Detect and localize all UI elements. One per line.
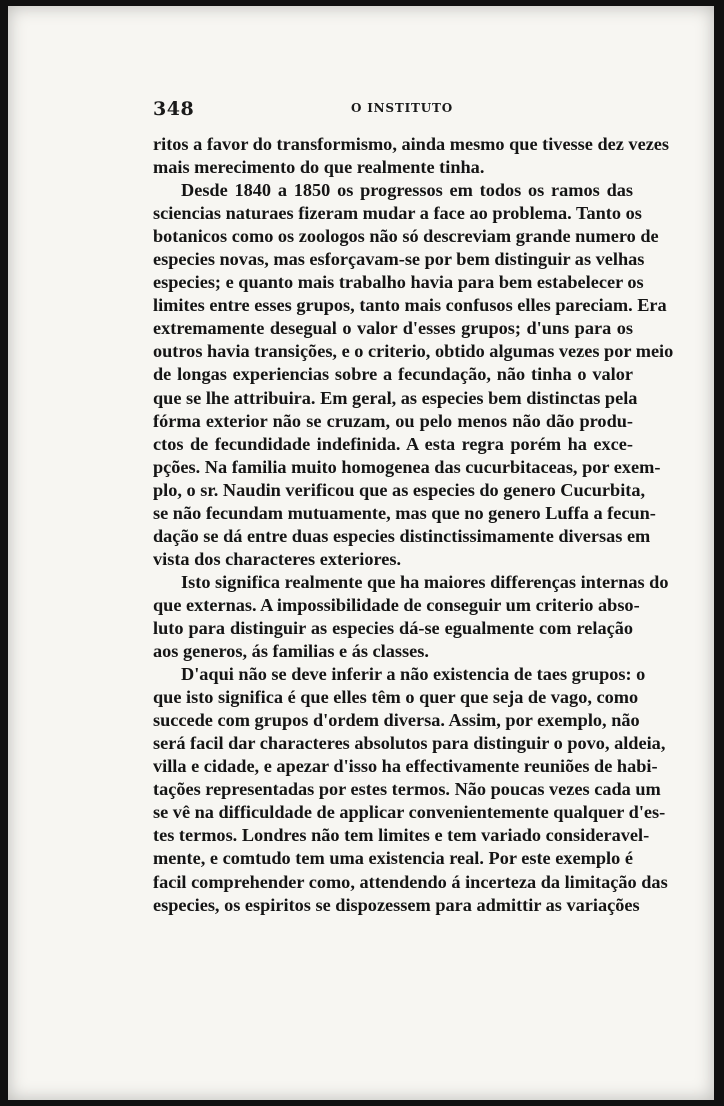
text-line: será facil dar characteres absolutos para distinguir o povo, aldeia, (153, 733, 666, 754)
text-line: mais merecimento do que realmente tinha. (153, 157, 485, 178)
text-line: que externas. A impossibilidade de conseguir um criterio abso- (153, 594, 640, 615)
text-line: se não fecundam mutuamente, mas que no genero Luffa a fecun- (153, 502, 656, 523)
text-line: mente, e comtudo tem uma existencia real. Por este exemplo é (153, 848, 633, 869)
text-line: vista dos characteres exteriores. (153, 548, 402, 569)
page-number: 348 (153, 98, 195, 120)
text-line: de longas experiencias sobre a fecundação, não tinha o valor (153, 364, 633, 385)
book-page (8, 6, 714, 1100)
text-line: facil comprehender como, attendendo á incerteza da limitação das (153, 871, 668, 892)
text-line: Isto significa realmente que ha maiores differenças internas do (181, 571, 669, 592)
text-line: botanicos como os zoologos não só descreviam grande numero de (153, 226, 659, 247)
text-line: extremamente desegual o valor d'esses grupos; d'uns para os (153, 318, 633, 339)
text-line: aos generos, ás familias e ás classes. (153, 641, 429, 662)
running-title: O INSTITUTO (351, 101, 453, 115)
text-line: pções. Na familia muito homogenea das cucurbitaceas, por exem- (153, 456, 661, 477)
text-line: Desde 1840 a 1850 os progressos em todos os ramos das (181, 180, 633, 201)
text-line: especies, os espiritos se dispozessem para admittir as variações (153, 894, 640, 915)
text-line: se vê na difficuldade de applicar convenientemente qualquer d'es- (153, 802, 666, 823)
text-line: sciencias naturaes fizeram mudar a face ao problema. Tanto os (153, 203, 642, 224)
text-line: luto para distinguir as especies dá-se egualmente com relação (153, 617, 633, 638)
text-line: limites entre esses grupos, tanto mais confusos elles pareciam. Era (153, 295, 667, 316)
text-line: villa e cidade, e apezar d'isso ha effectivamente reuniões de habi- (153, 756, 658, 777)
text-line: outros havia transições, e o criterio, obtido algumas vezes por meio (153, 341, 674, 362)
text-line: ctos de fecundidade indefinida. A esta regra porém ha exce- (153, 433, 633, 454)
text-line: especies novas, mas esforçavam-se por bem distinguir as velhas (153, 249, 645, 270)
text-line: D'aqui não se deve inferir a não existencia de taes grupos: o (181, 664, 646, 685)
text-line: ritos a favor do transformismo, ainda mesmo que tivesse dez vezes (153, 134, 670, 154)
text-line: plo, o sr. Naudin verificou que as especies do genero Cucurbita, (153, 479, 646, 500)
text-line: especies; e quanto mais trabalho havia para bem estabelecer os (153, 272, 644, 293)
text-line: tações representadas por estes termos. Não poucas vezes cada um (153, 779, 661, 800)
body-text (153, 133, 674, 917)
text-line: que se lhe attribuira. Em geral, as especies bem distinctas pela (153, 387, 638, 408)
text-line: tes termos. Londres não tem limites e tem variado consideravel- (153, 825, 650, 846)
page-header (153, 98, 633, 118)
text-line: fórma exterior não se cruzam, ou pelo menos não dão produ- (153, 410, 633, 431)
text-line: succede com grupos d'ordem diversa. Assim, por exemplo, não (153, 710, 640, 731)
text-line: que isto significa é que elles têm o quer que seja de vago, como (153, 687, 639, 708)
text-line: dação se dá entre duas especies distinctissimamente diversas em (153, 525, 651, 546)
